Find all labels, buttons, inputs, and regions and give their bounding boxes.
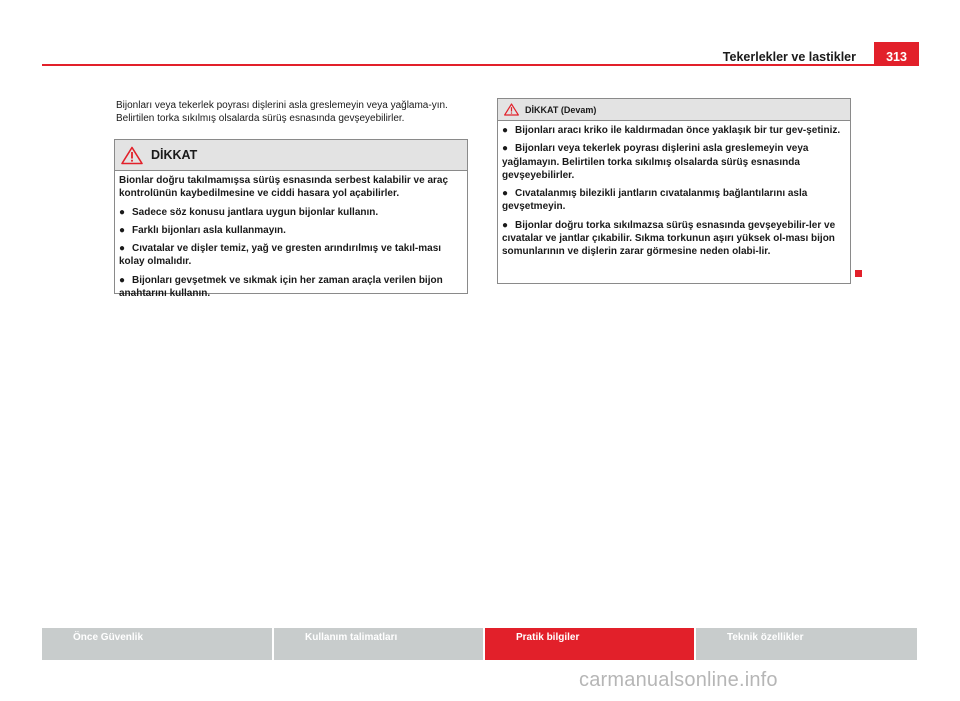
warning-bullet: ● Cıvatalar ve dişler temiz, yağ ve gresten arındırılmış ve takıl-ması kolay olmalıdır. [119, 243, 442, 268]
bullet-icon: ● [502, 125, 509, 136]
warning-bullet: ● Farklı bijonları asla kullanmayın. [119, 224, 286, 236]
warning-header [115, 140, 467, 171]
bullet-icon: ● [502, 143, 509, 155]
bullet-icon: ● [119, 224, 126, 236]
warning-title: DİKKAT (Devam) [525, 104, 597, 115]
bullet-icon: ● [119, 274, 126, 286]
intro-paragraph: Bijonları veya tekerlek poyrası dişlerini asla greslemeyin veya yağlama-yın. Belirtilen torka sıkılmış olsalarda sürüş esnasında gevşeyebilirler. [116, 100, 448, 125]
page-number-badge: 313 [874, 42, 919, 66]
warning-triangle-icon [504, 103, 519, 116]
warning-box [114, 139, 468, 300]
footer-tab-practical-info[interactable]: Pratik bilgiler [485, 628, 694, 660]
header-rule [42, 64, 919, 66]
bullet-icon: ● [119, 243, 126, 255]
section-end-marker [855, 270, 862, 277]
warning-lead: Bionlar doğru takılmamışsa sürüş esnasında serbest kalabilir ve araç kontrolünün kaybedilmesine ve ciddi hasara yol açabilirler. [119, 175, 449, 200]
warning-bullet: ● Bijonları gevşetmek ve sıkmak için her zaman araçla verilen bijon anahtarını kullanın. [119, 274, 443, 300]
warning-title: DİKKAT [151, 148, 198, 162]
footer-tab-safety[interactable]: Önce Güvenlik [42, 628, 272, 660]
footer-tab-operation[interactable]: Kullanım talimatları [274, 628, 483, 660]
warning-bullet: ● Cıvatalanmış bilezikli jantların cıvatalanmış bağlantılarını asla gevşetmeyin. [502, 188, 808, 213]
warning-bullet: ● Sadece söz konusu jantlara uygun bijonlar kullanın. [119, 206, 379, 218]
watermark: carmanualsonline.info [579, 669, 778, 691]
bullet-icon: ● [502, 219, 509, 231]
warning-triangle-icon [121, 146, 143, 165]
bullet-icon: ● [502, 188, 509, 200]
warning-bullet: ● Bijonları veya tekerlek poyrası dişlerini asla greslemeyin veya yağlamayın. Belirtilen torka sıkılmış olsalarda sürüş esnasında gevşeyebilirler. [502, 143, 809, 181]
bullet-icon: ● [119, 206, 126, 218]
section-title: Tekerlekler ve lastikler [722, 50, 856, 64]
footer-nav [42, 628, 919, 660]
warning-bullet: ● Bijonlar doğru torka sıkılmazsa sürüş esnasında gevşeyebilir-ler ve cıvatalar ve jantlar çıkabilir. Sıkma torkunun aşırı yüksek ol-ması bijon somunlarının ve dişlerin zarar görmesine neden olabi-lir. [502, 219, 836, 258]
warning-bullet: ● Bijonları aracı kriko ile kaldırmadan önce yaklaşık bir tur gev-şetiniz. [502, 125, 841, 136]
warning-body [498, 121, 850, 263]
footer-tab-technical-data[interactable]: Teknik özellikler [696, 628, 917, 660]
warning-body [115, 171, 467, 304]
warning-header [498, 99, 850, 121]
warning-box-continued [497, 98, 851, 284]
